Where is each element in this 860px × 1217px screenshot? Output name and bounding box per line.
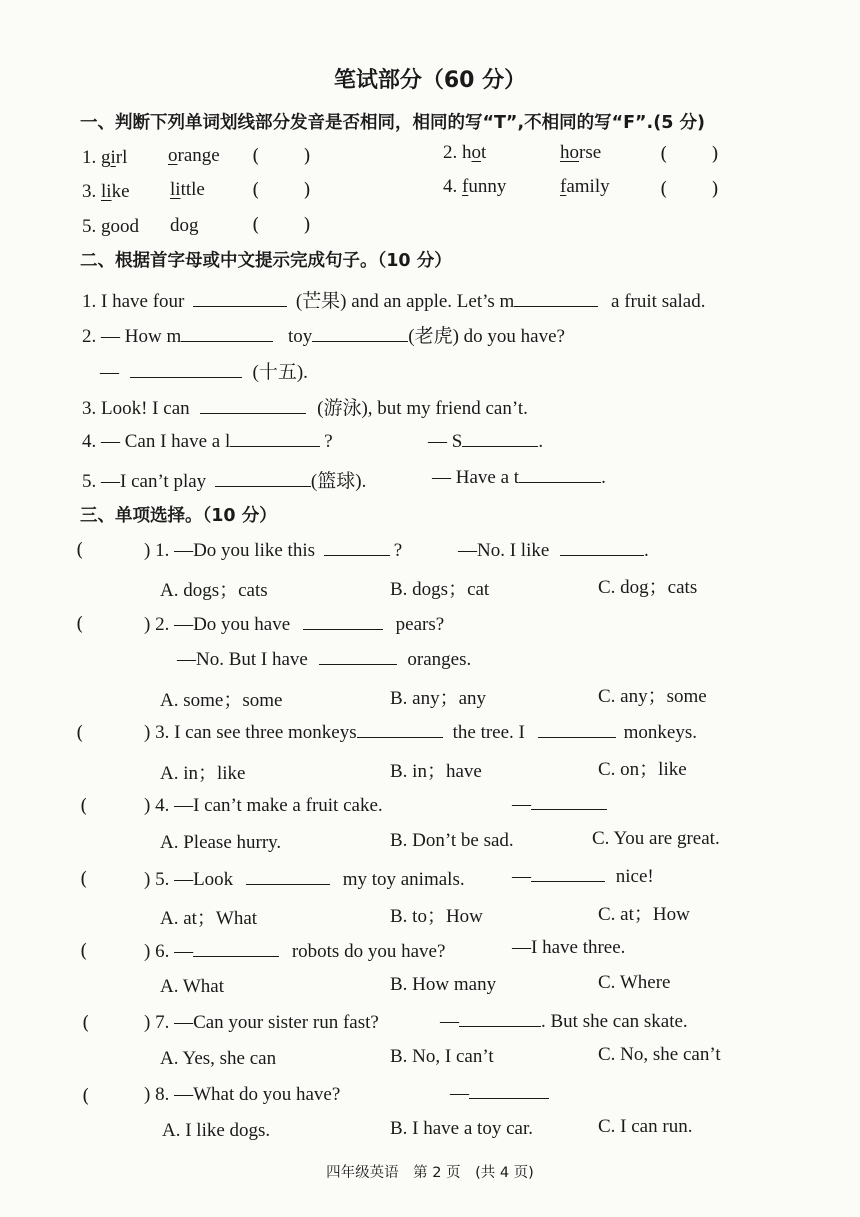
q2-blank2[interactable] bbox=[319, 648, 397, 665]
q2-stem-reply: —No. But I have oranges. bbox=[177, 649, 472, 670]
blank-swim[interactable] bbox=[200, 397, 306, 414]
q4-option-c[interactable]: C. You are great. bbox=[592, 828, 720, 849]
q1-stem-reply: —No. I like . bbox=[458, 540, 649, 561]
s1-item5-word1: good bbox=[101, 216, 139, 237]
blank-look[interactable] bbox=[230, 430, 320, 447]
q3-option-a[interactable]: A. in；like bbox=[160, 763, 246, 784]
blank-try[interactable] bbox=[519, 466, 601, 483]
q1-answer-paren[interactable]: ( bbox=[76, 539, 84, 561]
q3-blank1[interactable] bbox=[357, 721, 443, 738]
q5-option-a[interactable]: A. at；What bbox=[160, 908, 258, 929]
q4-stem-reply: — bbox=[512, 793, 607, 816]
q6-option-c[interactable]: C. Where bbox=[598, 972, 671, 993]
s2-sentence4: 4. — Can I have a l ? bbox=[82, 431, 333, 452]
section2-heading: 二、根据首字母或中文提示完成句子。（10 分） bbox=[80, 251, 452, 271]
q1-blank1[interactable] bbox=[324, 539, 390, 556]
q7-option-a[interactable]: A. Yes, she can bbox=[160, 1048, 277, 1069]
q3-blank2[interactable] bbox=[538, 721, 616, 738]
s1-item3-answer[interactable]: ( ) bbox=[252, 179, 311, 201]
q4-option-b[interactable]: B. Don’t be sad. bbox=[390, 830, 514, 851]
s2-sentence4-reply: — S . bbox=[428, 431, 544, 452]
q7-option-c[interactable]: C. No, she can’t bbox=[598, 1044, 721, 1065]
q5-answer-paren[interactable]: ( bbox=[80, 868, 88, 890]
q7-answer-paren[interactable]: ( bbox=[82, 1012, 90, 1034]
blank-basketball[interactable] bbox=[215, 470, 311, 487]
q8-option-c[interactable]: C. I can run. bbox=[598, 1116, 693, 1137]
q6-option-b[interactable]: B. How many bbox=[390, 974, 497, 995]
q3-option-b[interactable]: B. in；have bbox=[390, 761, 482, 782]
q7-stem: ) 7. —Can your sister run fast? bbox=[144, 1012, 379, 1033]
s1-item4-answer[interactable]: ( ) bbox=[660, 178, 719, 200]
q3-option-c[interactable]: C. on；like bbox=[598, 759, 687, 780]
q8-stem: ) 8. —What do you have? bbox=[144, 1084, 341, 1105]
q1-option-b[interactable]: B. dogs；cat bbox=[390, 579, 490, 600]
s1-item3: 3. like bbox=[82, 181, 130, 202]
q6-stem-reply: —I have three. bbox=[512, 937, 626, 958]
q3-stem: ) 3. I can see three monkeys the tree. I monkeys. bbox=[144, 722, 697, 743]
s1-item5-word2: dog bbox=[170, 215, 199, 236]
s2-sentence2: 2. — How m toy (老虎) do you have? bbox=[82, 326, 565, 347]
q5-blank2[interactable] bbox=[531, 865, 605, 882]
q2-stem: ) 2. —Do you have pears? bbox=[144, 614, 445, 635]
q4-option-a[interactable]: A. Please hurry. bbox=[160, 832, 282, 853]
q6-option-a[interactable]: A. What bbox=[160, 976, 225, 997]
blank-tiger[interactable] bbox=[312, 325, 408, 342]
section1-heading: 一、判断下列单词划线部分发音是否相同，相同的写“T”,不相同的写“F”.(5 分) bbox=[80, 113, 705, 133]
s2-sentence5-reply: — Have a t . bbox=[432, 467, 606, 488]
q1-stem: ) 1. —Do you like this ? bbox=[144, 540, 403, 561]
q5-stem-reply: — nice! bbox=[512, 866, 654, 887]
q8-option-b[interactable]: B. I have a toy car. bbox=[390, 1118, 533, 1139]
q4-blank[interactable] bbox=[531, 793, 607, 810]
page-footer: 四年级英语 第 2 页 (共 4 页) bbox=[326, 1165, 534, 1181]
blank-mango[interactable] bbox=[193, 290, 287, 307]
q7-option-b[interactable]: B. No, I can’t bbox=[390, 1046, 494, 1067]
s1-item1-word1: girl bbox=[101, 147, 128, 168]
s1-item1: 1. girl bbox=[82, 147, 128, 168]
q1-blank2[interactable] bbox=[560, 539, 644, 556]
s1-item2-word1: hot bbox=[462, 142, 487, 163]
q2-option-c[interactable]: C. any；some bbox=[598, 686, 707, 707]
section3-heading: 三、单项选择。（10 分） bbox=[80, 506, 277, 526]
q5-option-b[interactable]: B. to；How bbox=[390, 906, 483, 927]
q5-option-c[interactable]: C. at；How bbox=[598, 904, 690, 925]
q6-blank[interactable] bbox=[193, 940, 279, 957]
q6-answer-paren[interactable]: ( bbox=[80, 940, 88, 962]
s2-sentence2-reply: — (十五). bbox=[100, 362, 308, 383]
q3-answer-paren[interactable]: ( bbox=[76, 722, 84, 744]
blank-fifteen[interactable] bbox=[130, 361, 242, 378]
s1-item2-word2: horse bbox=[560, 142, 602, 163]
q7-stem-reply: — . But she can skate. bbox=[440, 1011, 688, 1032]
s1-item1-word2: orange bbox=[168, 145, 220, 166]
s1-item4-word2: family bbox=[560, 176, 610, 197]
s2-sentence5: 5. —I can’t play (篮球). bbox=[82, 471, 367, 492]
s1-item1-answer[interactable]: ( ) bbox=[252, 145, 311, 167]
s1-item5-answer[interactable]: ( ) bbox=[252, 214, 311, 236]
s2-sentence3: 3. Look! I can (游泳), but my friend can’t. bbox=[82, 398, 528, 419]
s1-item3-word2: little bbox=[170, 179, 205, 200]
q2-blank1[interactable] bbox=[303, 613, 383, 630]
s1-item4-word1: funny bbox=[462, 176, 507, 197]
blank-make[interactable] bbox=[514, 290, 598, 307]
q8-blank[interactable] bbox=[469, 1082, 549, 1099]
q4-stem: ) 4. —I can’t make a fruit cake. bbox=[144, 795, 383, 816]
q5-stem: ) 5. —Look my toy animals. bbox=[144, 869, 465, 890]
q8-answer-paren[interactable]: ( bbox=[82, 1085, 90, 1107]
q6-stem: ) 6. — robots do you have? bbox=[144, 941, 446, 962]
s1-item2-answer[interactable]: ( ) bbox=[660, 143, 719, 165]
s2-sentence1: 1. I have four (芒果) and an apple. Let’s m a fruit salad. bbox=[82, 291, 706, 312]
q1-option-c[interactable]: C. dog；cats bbox=[598, 577, 698, 598]
blank-sure[interactable] bbox=[462, 430, 538, 447]
s1-item4: 4. funny bbox=[443, 176, 507, 197]
q2-answer-paren[interactable]: ( bbox=[76, 613, 84, 635]
q4-answer-paren[interactable]: ( bbox=[80, 795, 88, 817]
q7-blank[interactable] bbox=[459, 1010, 541, 1027]
s1-item3-word1: like bbox=[101, 181, 130, 202]
q8-option-a[interactable]: A. I like dogs. bbox=[162, 1120, 271, 1141]
blank-many[interactable] bbox=[181, 325, 273, 342]
q2-option-b[interactable]: B. any；any bbox=[390, 688, 487, 709]
q2-option-a[interactable]: A. some；some bbox=[160, 690, 283, 711]
q5-blank1[interactable] bbox=[246, 868, 330, 885]
s1-item2: 2. hot bbox=[443, 142, 487, 163]
s1-item5: 5. good bbox=[82, 216, 139, 237]
page-title: 笔试部分（60 分） bbox=[333, 68, 527, 93]
q8-stem-reply: — bbox=[450, 1082, 549, 1105]
q1-option-a[interactable]: A. dogs；cats bbox=[160, 580, 268, 601]
